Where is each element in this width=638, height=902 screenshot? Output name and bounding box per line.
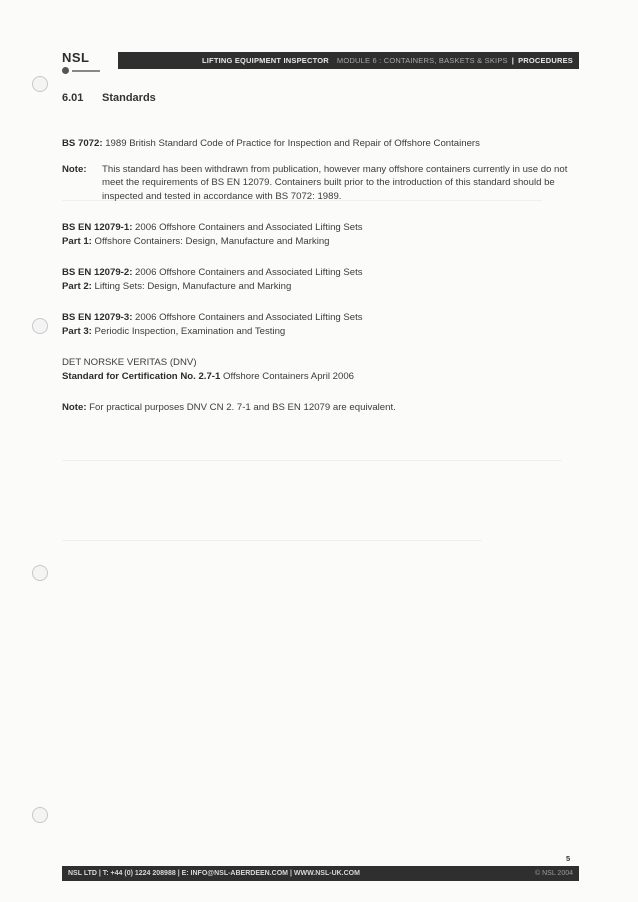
dnv-name: DET NORSKE VERITAS (DNV) <box>62 357 197 368</box>
header-course: LIFTING EQUIPMENT INSPECTOR <box>201 56 329 65</box>
logo-dot-icon <box>62 67 69 74</box>
section-heading <box>62 92 156 104</box>
standard-en12079-2 <box>62 266 578 293</box>
binder-hole <box>32 76 48 92</box>
standard-en12079-1 <box>62 221 578 248</box>
note-label: Note: <box>62 163 87 175</box>
binder-hole <box>32 565 48 581</box>
show-through <box>62 460 562 461</box>
binder-hole <box>32 807 48 823</box>
header-section: PROCEDURES <box>518 56 573 65</box>
header-module: MODULE 6 : CONTAINERS, BASKETS & SKIPS <box>336 56 508 65</box>
part-label: Part 3: <box>62 325 92 337</box>
part-label: Part 2: <box>62 280 92 292</box>
part-text: Offshore Containers: Design, Manufacture and Marking <box>91 235 330 247</box>
note-equivalence <box>62 401 578 415</box>
standard-text: 2006 Offshore Containers and Associated Lifting Sets <box>132 222 363 233</box>
note-label: Note: <box>62 402 87 413</box>
standard-code: BS EN 12079-1: <box>62 222 133 233</box>
part-text: Periodic Inspection, Examination and Testing <box>91 325 286 337</box>
standard-text: 2006 Offshore Containers and Associated Lifting Sets <box>132 312 363 323</box>
section-title: Standards <box>102 92 156 104</box>
note-bs7072 <box>62 163 578 204</box>
binder-hole <box>32 318 48 334</box>
standard-code: BS 7072: <box>62 138 103 149</box>
standard-en12079-3 <box>62 311 578 338</box>
dnv-standard-text: Offshore Containers April 2006 <box>220 370 355 382</box>
show-through <box>62 540 482 541</box>
footer-company: NSL LTD <box>68 870 97 877</box>
logo-line-icon <box>72 70 100 72</box>
footer-phone: T: +44 (0) 1224 208988 <box>102 870 176 877</box>
note-text: For practical purposes DNV CN 2. 7-1 and BS EN 12079 are equivalent. <box>86 402 396 413</box>
footer-contact: NSL LTD | T: +44 (0) 1224 208988 | E: INFO@NSL-ABERDEEN.COM | WWW.NSL-UK.COM <box>68 870 360 877</box>
standard-code: BS EN 12079-2: <box>62 267 133 278</box>
standard-dnv <box>62 356 578 383</box>
standard-code: BS EN 12079-3: <box>62 312 133 323</box>
page-number: 5 <box>566 854 571 863</box>
part-text: Lifting Sets: Design, Manufacture and Marking <box>91 280 292 292</box>
footer-email: E: INFO@NSL-ABERDEEN.COM <box>181 870 288 877</box>
part-label: Part 1: <box>62 235 92 247</box>
logo-mark <box>62 67 100 74</box>
standard-text: 2006 Offshore Containers and Associated Lifting Sets <box>132 267 363 278</box>
note-text: This standard has been withdrawn from publication, however many offshore containers currently in use do not meet the requirements of BS EN 12079. Containers built prior to the introduction of this standard should be inspected and tested in accordance with BS 7072: 1989. <box>102 163 568 202</box>
document-body <box>62 137 578 415</box>
logo-text: NSL <box>62 50 90 65</box>
footer-web: WWW.NSL-UK.COM <box>293 870 360 877</box>
dnv-standard: Standard for Certification No. 2.7-1 <box>62 370 221 382</box>
header-divider: | <box>511 56 515 65</box>
page-footer <box>62 866 579 881</box>
standard-bs7072 <box>62 137 578 151</box>
company-logo <box>62 50 100 74</box>
section-number: 6.01 <box>62 92 84 104</box>
page-header <box>118 52 579 69</box>
footer-copyright: © NSL 2004 <box>535 870 573 877</box>
standard-text: 1989 British Standard Code of Practice for Inspection and Repair of Offshore Containers <box>102 138 480 149</box>
